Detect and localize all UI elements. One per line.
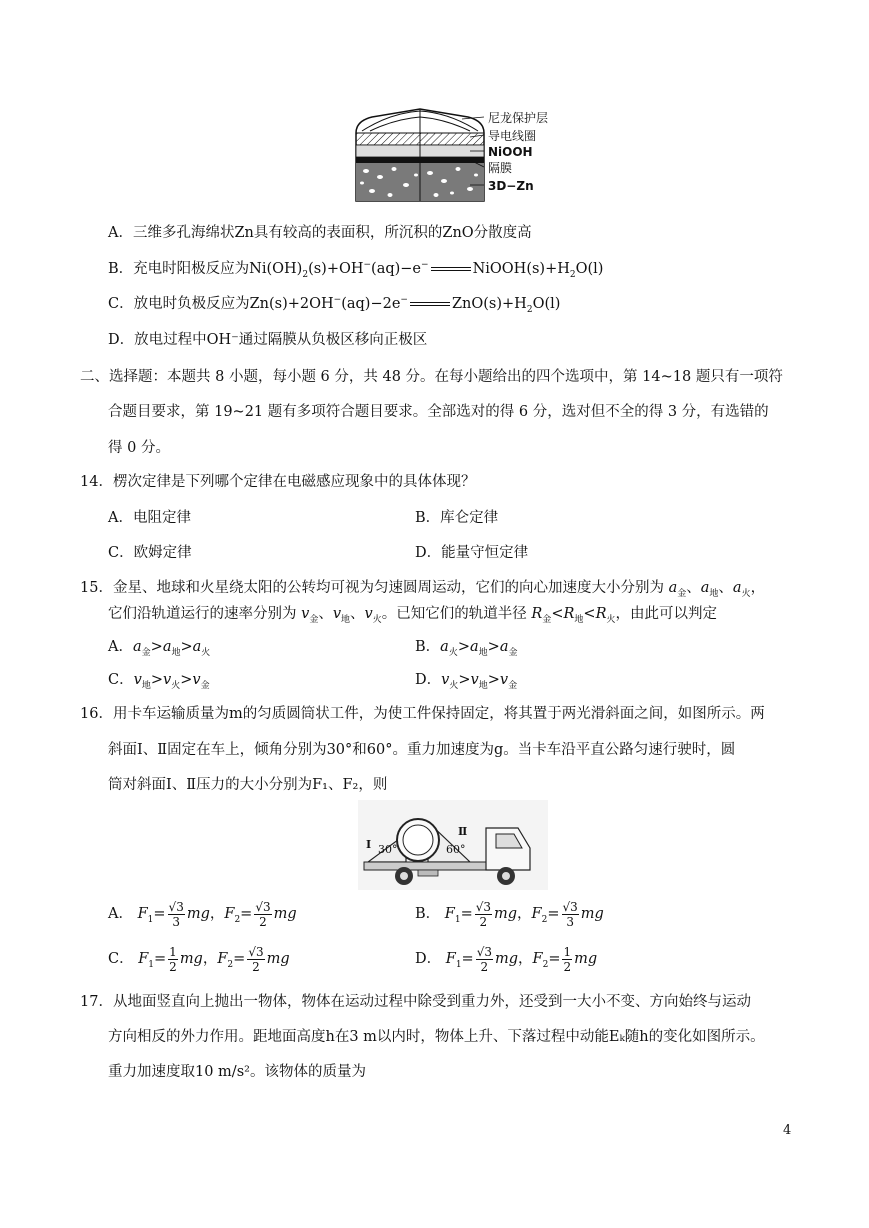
q16-option-b: B． $F_1=$ $\frac{√3}{2}$ mg，$F_2=$ $\frac{√3}{3}$ mg — [415, 899, 604, 929]
q15-option-a: A．$a_金>a_地>a_火$ — [108, 639, 211, 658]
section2-line3: 得 0 分。 — [108, 440, 170, 456]
q13-option-c: C．放电时负极反应为Zn(s)+2OH−(aq)−2e− $ZnO(s)+H_2O(l)$ — [108, 295, 561, 315]
q13-option-b: B．充电时阳极反应为$Ni(OH)_2(s)+OH^-(aq)-e^-$ $NiOOH(s)+H_2O(l)$ — [108, 260, 604, 280]
battery-label-zn: 3D−Zn — [488, 179, 534, 193]
q14-option-a: A．电阻定律 — [108, 510, 191, 526]
truck-label-I: Ⅰ — [366, 838, 372, 851]
battery-label-niooh: NiOOH — [488, 145, 533, 159]
battery-label-separator: 隔膜 — [488, 161, 513, 175]
truck-label-30: 30° — [378, 843, 398, 856]
q15-stem-line2: 它们沿轨道运行的速率分别为 $v_金$、$v_地$、$v_火$。已知它们的轨道半径 $R_金<R_地<R_火$，由此可以判定 — [108, 606, 717, 625]
q15-option-c: C．$v_地>v_火>v_金$ — [108, 672, 210, 691]
q14-stem: 14．楞次定律是下列哪个定律在电磁感应现象中的具体体现？ — [80, 474, 476, 490]
q17-stem-line3: 重力加速度取10 m/s²。该物体的质量为 — [108, 1064, 366, 1080]
q15-option-d: D．$v_火>v_地>v_金$ — [415, 672, 518, 691]
q14-option-c: C．欧姆定律 — [108, 545, 192, 561]
battery-label-nylon: 尼龙保护层 — [488, 111, 549, 125]
q16-option-a: A． $F_1=$ $\frac{√3}{3}$ mg，$F_2=$ $\frac{√3}{2}$ mg — [108, 899, 297, 929]
q16-option-c: C． $F_1=$ $\frac{1}{2}$ mg，$F_2=$ $\frac{√3}{2}$ mg — [108, 944, 290, 974]
section2-line2: 合题目要求，第 19~21 题有多项符合题目要求。全部选对的得 6 分，选对但不全的得 3 分，有选错的 — [108, 404, 769, 420]
page-number: 4 — [783, 1123, 792, 1138]
q13-option-a: A．三维多孔海绵状Zn具有较高的表面积，所沉积的ZnO分散度高 — [108, 225, 532, 241]
truck-label-II: Ⅱ — [458, 825, 468, 838]
q16-stem-line2: 斜面Ⅰ、Ⅱ固定在车上，倾角分别为30°和60°。重力加速度为g。当卡车沿平直公路匀速行驶时，圆 — [108, 742, 736, 758]
q17-stem-line2: 方向相反的外力作用。距地面高度h在3 m以内时，物体上升、下落过程中动能Eₖ随h的变化如图所示。 — [108, 1029, 765, 1045]
q17-stem-line1: 17．从地面竖直向上抛出一物体，物体在运动过程中除受到重力外，还受到一大小不变、方向始终与运动 — [80, 994, 751, 1010]
q16-stem-line3: 筒对斜面Ⅰ、Ⅱ压力的大小分别为F₁、F₂，则 — [108, 777, 388, 793]
battery-label-coil: 导电线圈 — [488, 129, 537, 143]
truck-label-60: 60° — [446, 843, 466, 856]
section2-line1: 二、选择题：本题共 8 小题，每小题 6 分，共 48 分。在每小题给出的四个选项中，第 14~18 题只有一项符 — [80, 369, 783, 385]
q15-option-b: B．$a_火>a_地>a_金$ — [415, 639, 518, 658]
q14-option-d: D．能量守恒定律 — [415, 545, 529, 561]
q16-stem-line1: 16．用卡车运输质量为m的匀质圆筒状工件，为使工件保持固定，将其置于两光滑斜面之间，如图所示。两 — [80, 706, 765, 722]
q14-option-b: B．库仑定律 — [415, 510, 499, 526]
q13-option-d: D．放电过程中OH⁻通过隔膜从负极区移向正极区 — [108, 332, 428, 348]
q15-stem-line1: 15．金星、地球和火星绕太阳的公转均可视为匀速圆周运动，它们的向心加速度大小分别为 $a_金$、$a_地$、$a_火$， — [80, 580, 766, 599]
q16-option-d: D． $F_1=$ $\frac{√3}{2}$ mg，$F_2=$ $\frac{1}{2}$ mg — [415, 944, 598, 974]
